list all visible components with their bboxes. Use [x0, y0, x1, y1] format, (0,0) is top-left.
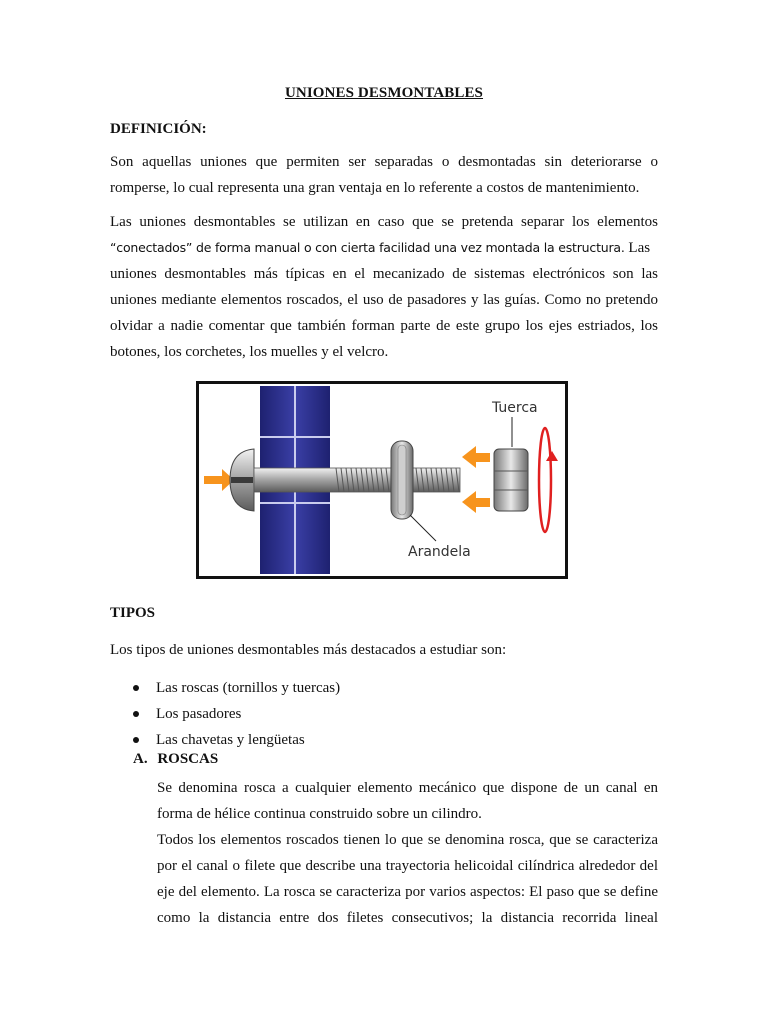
washer: [391, 441, 413, 519]
section-a-heading: [133, 751, 218, 768]
list-item-text: Las chavetas y lengüetas: [156, 732, 305, 748]
definition-line-2: romperse, lo cual representa una gran ventaja en lo referente a costos de mantenimiento.: [110, 180, 640, 196]
usage-line-2-tail: Las: [624, 240, 651, 256]
tipos-heading: TIPOS: [110, 605, 156, 621]
nut: [494, 449, 528, 511]
tipos-intro: [110, 637, 658, 663]
list-item: [133, 701, 340, 727]
section-a-line-1: Se denomina rosca a cualquier elemento mecánico que dispone de un canal en: [157, 780, 658, 796]
bolt-assembly-figure: [196, 381, 568, 579]
list-item-text: Las roscas (tornillos y tuercas): [156, 680, 341, 696]
definition-paragraph: [110, 149, 658, 201]
section-a-line-5: eje del elemento. La rosca se caracteriza por varios aspectos: El paso que se define: [157, 884, 658, 900]
usage-line-1: Las uniones desmontables se utilizan en caso que se pretenda separar los elementos: [110, 214, 658, 230]
nut-label: Tuerca: [492, 400, 538, 416]
washer-label: Arandela: [408, 544, 471, 560]
usage-paragraph: [110, 209, 658, 365]
section-a-body: [157, 775, 658, 931]
list-item: [133, 675, 340, 701]
bullet-dot-icon: [133, 685, 139, 691]
usage-line-2: [110, 235, 658, 261]
section-a-line-6: como la distancia entre dos filetes consecutivos; la distancia recorrida lineal: [157, 910, 658, 926]
list-item-text: Los pasadores: [156, 706, 242, 722]
section-a-line-4: por el canal o filete que describe una trayectoria helicoidal cilíndrica alrededor del: [157, 858, 658, 874]
usage-line-2-quoted: “conectados” de forma manual o con cierta facilidad una vez montada la estructura.: [110, 240, 625, 255]
bullet-dot-icon: [133, 711, 139, 717]
usage-line-5: olvidar a nadie comentar que también forman parte de este grupo los ejes estriados, los: [110, 318, 658, 334]
list-item: [133, 727, 340, 753]
definition-line-1: Son aquellas uniones que permiten ser separadas o desmontadas sin deteriorarse o: [110, 154, 658, 170]
definition-heading: DEFINICIÓN:: [110, 121, 207, 137]
document-title: UNIONES DESMONTABLES: [284, 85, 484, 101]
section-a-line-3: Todos los elementos roscados tienen lo que se denomina rosca, que se caracteriza: [157, 832, 658, 848]
section-a-marker: A.: [133, 751, 148, 767]
section-a-line-2: forma de hélice continua construido sobre un cilindro.: [157, 806, 482, 822]
tipos-list: [133, 675, 340, 753]
section-a-title: ROSCAS: [157, 751, 219, 767]
bullet-dot-icon: [133, 737, 139, 743]
tipos-intro-line: Los tipos de uniones desmontables más destacados a estudiar son:: [110, 642, 507, 658]
usage-line-3: uniones desmontables más típicas en el mecanizado de sistemas electrónicos son las: [110, 266, 658, 282]
usage-line-4: uniones mediante elementos roscados, el uso de pasadores y las guías. Como no pretendo: [110, 292, 658, 308]
usage-line-6: botones, los corchetes, los muelles y el velcro.: [110, 344, 389, 360]
